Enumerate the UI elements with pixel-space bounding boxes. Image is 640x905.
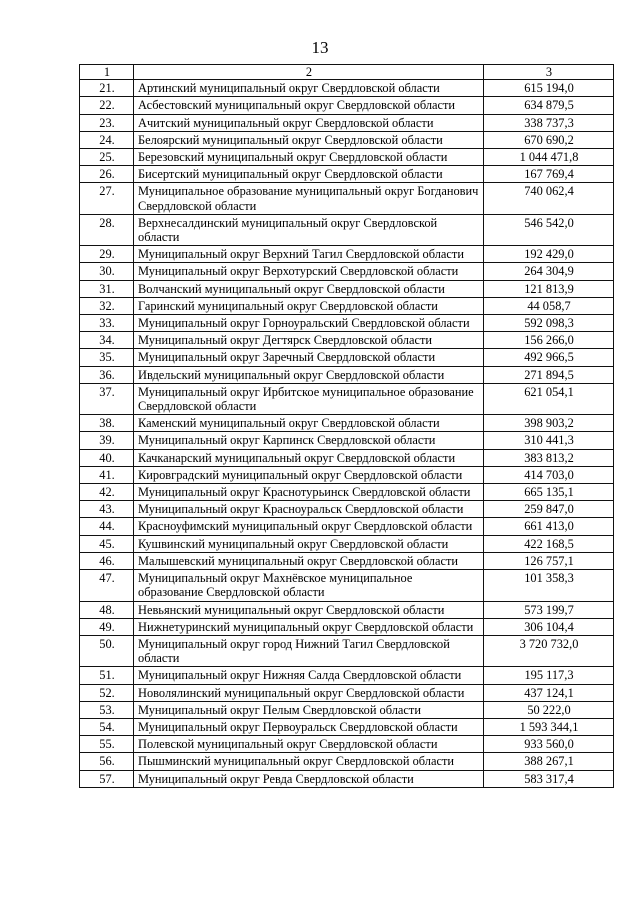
municipality-name: Муниципальный округ Верхотурский Свердловской области — [134, 263, 484, 280]
municipality-name: Муниципальный округ Горноуральский Свердловской области — [134, 315, 484, 332]
amount-value: 50 222,0 — [484, 701, 614, 718]
municipality-name: Муниципальный округ Дегтярск Свердловской области — [134, 332, 484, 349]
municipality-name: Муниципальный округ Махнёвское муниципальное образование Свердловской области — [134, 570, 484, 601]
table-row — [80, 570, 614, 601]
table-row — [80, 280, 614, 297]
row-number: 25. — [80, 149, 134, 166]
page-number: 13 — [311, 38, 329, 57]
municipality-name: Муниципальный округ Ревда Свердловской области — [134, 770, 484, 787]
municipality-name: Муниципальный округ Верхний Тагил Свердловской области — [134, 246, 484, 263]
row-number: 47. — [80, 570, 134, 601]
municipality-name: Полевской муниципальный округ Свердловской области — [134, 736, 484, 753]
amount-value: 306 104,4 — [484, 618, 614, 635]
amount-value: 338 737,3 — [484, 114, 614, 131]
table-row — [80, 667, 614, 684]
amount-value: 195 117,3 — [484, 667, 614, 684]
amount-value: 1 593 344,1 — [484, 718, 614, 735]
amount-value: 437 124,1 — [484, 684, 614, 701]
table-row — [80, 601, 614, 618]
table-row — [80, 297, 614, 314]
amount-value: 634 879,5 — [484, 97, 614, 114]
row-number: 26. — [80, 166, 134, 183]
table-row — [80, 701, 614, 718]
row-number: 54. — [80, 718, 134, 735]
table-row — [80, 80, 614, 97]
table-row — [80, 618, 614, 635]
row-number: 43. — [80, 501, 134, 518]
row-number: 28. — [80, 214, 134, 245]
table-row — [80, 315, 614, 332]
row-number: 21. — [80, 80, 134, 97]
budget-table — [79, 64, 614, 788]
municipality-name: Малышевский муниципальный округ Свердловской области — [134, 552, 484, 569]
header-col-3: 3 — [484, 65, 614, 80]
municipality-name: Бисертский муниципальный округ Свердловской области — [134, 166, 484, 183]
table-row — [80, 684, 614, 701]
amount-value: 414 703,0 — [484, 466, 614, 483]
amount-value: 492 966,5 — [484, 349, 614, 366]
row-number: 36. — [80, 366, 134, 383]
municipality-name: Ивдельский муниципальный округ Свердловской области — [134, 366, 484, 383]
row-number: 48. — [80, 601, 134, 618]
table-row — [80, 149, 614, 166]
row-number: 31. — [80, 280, 134, 297]
row-number: 34. — [80, 332, 134, 349]
table-row — [80, 114, 614, 131]
municipality-name: Березовский муниципальный округ Свердловской области — [134, 149, 484, 166]
municipality-name: Муниципальный округ Заречный Свердловской области — [134, 349, 484, 366]
amount-value: 126 757,1 — [484, 552, 614, 569]
table-row — [80, 366, 614, 383]
amount-value: 1 044 471,8 — [484, 149, 614, 166]
municipality-name: Качканарский муниципальный округ Свердловской области — [134, 449, 484, 466]
amount-value: 740 062,4 — [484, 183, 614, 214]
amount-value: 121 813,9 — [484, 280, 614, 297]
table-row — [80, 166, 614, 183]
table-row — [80, 552, 614, 569]
amount-value: 573 199,7 — [484, 601, 614, 618]
row-number: 44. — [80, 518, 134, 535]
table-row — [80, 535, 614, 552]
row-number: 23. — [80, 114, 134, 131]
row-number: 29. — [80, 246, 134, 263]
amount-value: 583 317,4 — [484, 770, 614, 787]
municipality-name: Каменский муниципальный округ Свердловской области — [134, 415, 484, 432]
row-number: 30. — [80, 263, 134, 280]
table-row — [80, 383, 614, 414]
municipality-name: Муниципальное образование муниципальный округ Богданович Свердловской области — [134, 183, 484, 214]
row-number: 24. — [80, 131, 134, 148]
municipality-name: Муниципальный округ город Нижний Тагил Свердловской области — [134, 635, 484, 666]
header-col-1: 1 — [80, 65, 134, 80]
row-number: 46. — [80, 552, 134, 569]
table-row — [80, 263, 614, 280]
table-header-row — [80, 65, 614, 80]
municipality-name: Муниципальный округ Первоуральск Свердловской области — [134, 718, 484, 735]
municipality-name: Муниципальный округ Ирбитское муниципальное образование Свердловской области — [134, 383, 484, 414]
row-number: 56. — [80, 753, 134, 770]
municipality-name: Нижнетуринский муниципальный округ Свердловской области — [134, 618, 484, 635]
table-row — [80, 518, 614, 535]
municipality-name: Кушвинский муниципальный округ Свердловской области — [134, 535, 484, 552]
table-row — [80, 736, 614, 753]
amount-value: 933 560,0 — [484, 736, 614, 753]
table-row — [80, 753, 614, 770]
municipality-name: Муниципальный округ Красноуральск Свердловской области — [134, 501, 484, 518]
municipality-name: Пышминский муниципальный округ Свердловской области — [134, 753, 484, 770]
amount-value: 310 441,3 — [484, 432, 614, 449]
table-row — [80, 466, 614, 483]
amount-value: 44 058,7 — [484, 297, 614, 314]
municipality-name: Невьянский муниципальный округ Свердловской области — [134, 601, 484, 618]
municipality-name: Муниципальный округ Нижняя Салда Свердловской области — [134, 667, 484, 684]
amount-value: 167 769,4 — [484, 166, 614, 183]
amount-value: 388 267,1 — [484, 753, 614, 770]
municipality-name: Красноуфимский муниципальный округ Свердловской области — [134, 518, 484, 535]
row-number: 52. — [80, 684, 134, 701]
amount-value: 592 098,3 — [484, 315, 614, 332]
table-row — [80, 131, 614, 148]
municipality-name: Муниципальный округ Краснотурьинск Свердловской области — [134, 484, 484, 501]
table-row — [80, 332, 614, 349]
header-col-2: 2 — [134, 65, 484, 80]
amount-value: 101 358,3 — [484, 570, 614, 601]
row-number: 42. — [80, 484, 134, 501]
amount-value: 3 720 732,0 — [484, 635, 614, 666]
table-row — [80, 718, 614, 735]
row-number: 37. — [80, 383, 134, 414]
municipality-name: Артинский муниципальный округ Свердловской области — [134, 80, 484, 97]
table-row — [80, 246, 614, 263]
amount-value: 192 429,0 — [484, 246, 614, 263]
row-number: 27. — [80, 183, 134, 214]
row-number: 41. — [80, 466, 134, 483]
municipality-name: Верхнесалдинский муниципальный округ Свердловской области — [134, 214, 484, 245]
table-row — [80, 484, 614, 501]
municipality-name: Белоярский муниципальный округ Свердловской области — [134, 131, 484, 148]
table-row — [80, 501, 614, 518]
table-row — [80, 349, 614, 366]
amount-value: 259 847,0 — [484, 501, 614, 518]
amount-value: 271 894,5 — [484, 366, 614, 383]
row-number: 35. — [80, 349, 134, 366]
table-body — [80, 65, 614, 788]
row-number: 38. — [80, 415, 134, 432]
row-number: 53. — [80, 701, 134, 718]
row-number: 45. — [80, 535, 134, 552]
row-number: 49. — [80, 618, 134, 635]
table-row — [80, 415, 614, 432]
municipality-name: Гаринский муниципальный округ Свердловской области — [134, 297, 484, 314]
amount-value: 615 194,0 — [484, 80, 614, 97]
row-number: 40. — [80, 449, 134, 466]
row-number: 57. — [80, 770, 134, 787]
row-number: 50. — [80, 635, 134, 666]
amount-value: 665 135,1 — [484, 484, 614, 501]
row-number: 33. — [80, 315, 134, 332]
amount-value: 264 304,9 — [484, 263, 614, 280]
amount-value: 661 413,0 — [484, 518, 614, 535]
municipality-name: Волчанский муниципальный округ Свердловской области — [134, 280, 484, 297]
amount-value: 398 903,2 — [484, 415, 614, 432]
table-row — [80, 432, 614, 449]
table-row — [80, 449, 614, 466]
row-number: 55. — [80, 736, 134, 753]
amount-value: 422 168,5 — [484, 535, 614, 552]
row-number: 22. — [80, 97, 134, 114]
table-row — [80, 214, 614, 245]
municipality-name: Кировградский муниципальный округ Свердловской области — [134, 466, 484, 483]
municipality-name: Муниципальный округ Карпинск Свердловской области — [134, 432, 484, 449]
municipality-name: Ачитский муниципальный округ Свердловской области — [134, 114, 484, 131]
municipality-name: Новолялинский муниципальный округ Свердловской области — [134, 684, 484, 701]
row-number: 51. — [80, 667, 134, 684]
municipality-name: Муниципальный округ Пелым Свердловской области — [134, 701, 484, 718]
amount-value: 670 690,2 — [484, 131, 614, 148]
table-row — [80, 183, 614, 214]
amount-value: 621 054,1 — [484, 383, 614, 414]
amount-value: 156 266,0 — [484, 332, 614, 349]
row-number: 39. — [80, 432, 134, 449]
municipality-name: Асбестовский муниципальный округ Свердловской области — [134, 97, 484, 114]
table-row — [80, 770, 614, 787]
amount-value: 546 542,0 — [484, 214, 614, 245]
table-row — [80, 97, 614, 114]
row-number: 32. — [80, 297, 134, 314]
table-row — [80, 635, 614, 666]
amount-value: 383 813,2 — [484, 449, 614, 466]
